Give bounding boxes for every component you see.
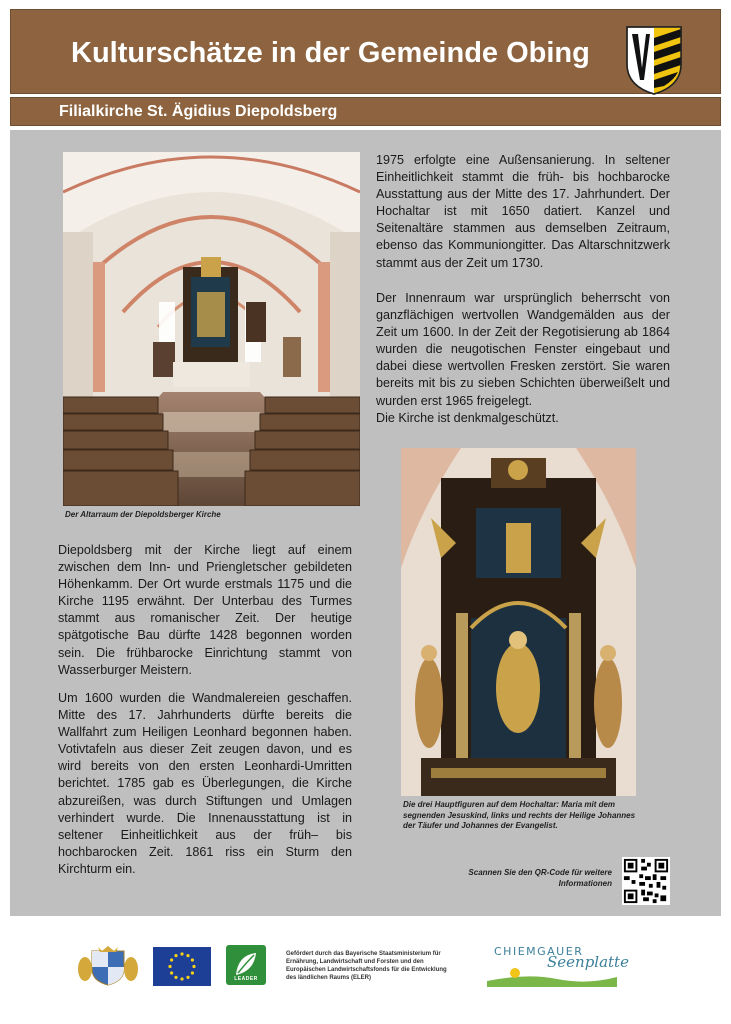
header-banner [10, 9, 721, 94]
interior-photo-caption: Der Altarraum der Diepoldsberger Kirche [65, 510, 221, 519]
content-panel [10, 130, 721, 916]
text-block-interior-frescoes: Der Innenraum war ursprünglich beherrscht von ganzflächigen wertvollen Wandgemälden aus der Zeit um 1600. In der Zeit der Regotisierung ab 1864 wurden die neugotischen Fenster eingebaut und dabei diese wertvollen Fresken zerstört. Sie waren bereits mit bis zu sieben Schichten überweißelt und wurden erst 1965 freigelegt. Die Kirche ist denkmalgeschützt. [376, 291, 670, 425]
text-block-location-history: Diepoldsberg mit der Kirche liegt auf einem zwischen dem Inn- und Priengletscher gebildeten Höhenkamm. Der Ort wurde erstmals 1175 und die Kirche 1195 erwähnt. Der Unterbau des Turmes stammt aus romanischer Zeit. Der heutige spätgotische Bau dürfte 1428 begonnen worden sein. Die frühbarocke Einrichtung stammt von Wasserburger Meistern. [58, 543, 352, 677]
text-block-exterior-renovation: 1975 erfolgte eine Außensanierung. In seltener Einheitlichkeit stammt die früh- bis hochbarocke Ausstattung aus der Mitte des 17. Jahrhundert. Der Hochaltar ist mit 1650 datiert. Kanzel und Seitenaltäre stammen aus demselben Zeitraum, ebenso das Kommuniongitter. Das Altarschnitzwerk stammt aus der Zeit um 1730. [376, 153, 670, 270]
qr-code-label: Scannen Sie den QR-Code für weitere Informationen [468, 868, 612, 888]
leader-logo-text: LEADER [234, 976, 258, 982]
text-block-wall-paintings: Um 1600 wurden die Wandmalereien geschaffen. Mitte des 17. Jahrhunderts dürfte bereits die Wallfahrt zum Heiligen Leonhard begonnen haben. Votivtafeln aus dieser Zeit zeugen davon, und es wird bereits von den ersten Leonhardi-Umritten berichtet. 1785 gab es Überlegungen, die Kirche abzureißen, was durch Stiftungen und Umlagen verhindert wurde. Die Innenausstattung ist in seltener Einheitlichkeit aus der früh– bis hochbarocken Zeit. 1861 riss ein Sturm den Kirchturm ein. [58, 691, 352, 876]
page-title: Kulturschätze in der Gemeinde Obing [71, 37, 590, 69]
obing-coat-of-arms-icon [624, 24, 684, 96]
chiemgauer-logo-name: CHIEMGAUER [494, 945, 584, 958]
footer [10, 918, 721, 1014]
chiemgauer-logo-sub: Seenplatte [547, 953, 629, 971]
qr-code-icon[interactable] [622, 857, 670, 905]
altar-photo-caption: Die drei Hauptfiguren auf dem Hochaltar: Maria mit dem segnenden Jesuskind, links und rechts der Heilige Johannes der Täufer und Johannes der Evangelist. [403, 800, 636, 830]
church-interior-photo [63, 152, 360, 506]
eu-flag-icon [153, 947, 211, 986]
page-subtitle: Filialkirche St. Ägidius Diepoldsberg [59, 103, 338, 120]
funding-notice: Gefördert durch das Bayerische Staatsministerium für Ernährung, Landwirtschaft und Forsten und den Europäischen Landwirtschaftsfonds für die Entwicklung des ländlichen Raums (ELER) [286, 951, 447, 981]
subtitle-banner [10, 97, 721, 126]
bavarian-coat-of-arms-icon [76, 945, 140, 987]
leader-logo [226, 945, 266, 985]
high-altar-photo [401, 448, 636, 796]
